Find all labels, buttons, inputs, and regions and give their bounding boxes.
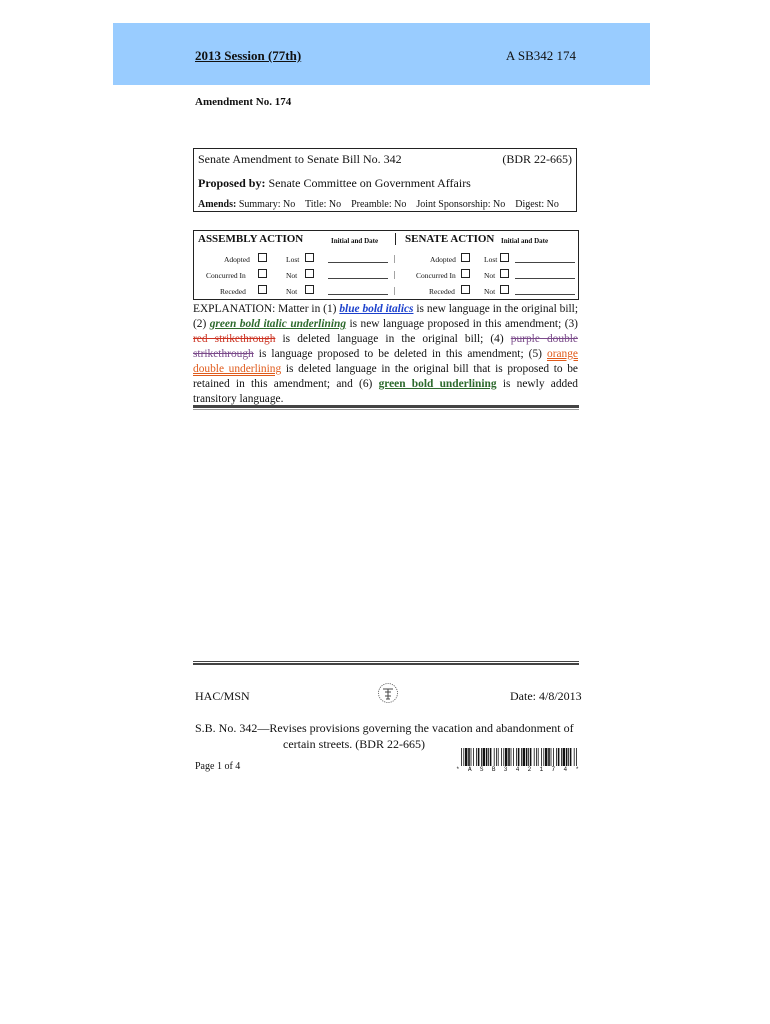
barcode-char: * <box>456 766 461 773</box>
barcode-char: 2 <box>527 766 533 773</box>
green-legend: green bold underlining <box>378 378 497 390</box>
assembly-not-checkbox[interactable] <box>305 285 314 294</box>
assembly-concurred-checkbox[interactable] <box>258 269 267 278</box>
barcode-char: 4 <box>563 766 569 773</box>
barcode-caption <box>456 766 580 773</box>
page-number: Page 1 of 4 <box>195 761 241 772</box>
column-divider: | <box>394 286 396 295</box>
purple-legend: purple double strikethrough <box>193 333 578 360</box>
divider-rule <box>193 409 579 410</box>
barcode-char: 3 <box>503 766 509 773</box>
action-table <box>193 230 579 300</box>
footer-rule <box>193 661 579 662</box>
red-legend: red strikethrough <box>193 333 276 345</box>
bill-info-box <box>193 148 577 212</box>
bdr-number: (BDR 22-665) <box>502 152 572 166</box>
bill-description-line-2: certain streets. (BDR 22-665) <box>283 737 425 751</box>
amendment-title: Senate Amendment to Senate Bill No. 342 <box>198 152 402 166</box>
amends-row: Amends: Summary: No Title: No Preamble: No Joint Sponsorship: No Digest: No <box>198 199 559 210</box>
senate-initial-line <box>515 294 575 295</box>
amendment-number: Amendment No. 174 <box>195 96 292 108</box>
assembly-not-label: Not <box>286 271 298 280</box>
bill-description-line-1: S.B. No. 342—Revises provisions governing the vacation and abandonment of <box>195 721 574 735</box>
senate-concurred-label: Concurred In <box>416 271 456 280</box>
senate-adopted-checkbox[interactable] <box>461 253 470 262</box>
senate-not-label: Not <box>484 271 496 280</box>
barcode-icon <box>461 748 577 766</box>
divider <box>395 233 396 245</box>
header-band <box>113 23 650 85</box>
assembly-initial-date-label: Initial and Date <box>331 237 379 245</box>
senate-action-title: SENATE ACTION <box>405 233 495 245</box>
senate-not-label: Not <box>484 287 496 296</box>
senate-concurred-checkbox[interactable] <box>461 269 470 278</box>
senate-not-checkbox[interactable] <box>500 285 509 294</box>
bill-reference: A SB342 174 <box>505 48 576 63</box>
assembly-lost-label: Lost <box>286 255 300 264</box>
proposed-by: Proposed by: Senate Committee on Government Affairs <box>198 176 471 190</box>
assembly-initial-line <box>328 278 388 279</box>
barcode-char: * <box>575 766 580 773</box>
assembly-initial-line <box>328 294 388 295</box>
assembly-lost-checkbox[interactable] <box>305 253 314 262</box>
orange-legend: orange double underlining <box>193 348 578 375</box>
assembly-not-label: Not <box>286 287 298 296</box>
explanation-paragraph: EXPLANATION: Matter in (1) blue bold italics is new language in the original bill; (2) green bold italic underlining is new language proposed in this amendment; (3) red strikethrough is deleted language in the original bill; (4) purple double strikethrough is language proposed to be deleted in this amendment; (5) orange double underlining is deleted language in the original bill that is proposed to be retained in this amendment; and (6) green bold underlining is newly added transitory language. <box>193 303 578 405</box>
barcode-char: B <box>491 766 497 773</box>
session-title: 2013 Session (77th) <box>195 48 302 63</box>
barcode-char: 1 <box>539 766 545 773</box>
assembly-action-title: ASSEMBLY ACTION <box>198 233 304 245</box>
column-divider: | <box>394 270 396 279</box>
assembly-receded-checkbox[interactable] <box>258 285 267 294</box>
barcode-char: 7 <box>551 766 557 773</box>
assembly-not-checkbox[interactable] <box>305 269 314 278</box>
footer-rule <box>193 663 579 665</box>
senate-initial-line <box>515 278 575 279</box>
barcode-char: A <box>467 766 473 773</box>
senate-lost-checkbox[interactable] <box>500 253 509 262</box>
assembly-adopted-checkbox[interactable] <box>258 253 267 262</box>
senate-initial-line <box>515 262 575 263</box>
senate-adopted-label: Adopted <box>430 255 456 264</box>
senate-not-checkbox[interactable] <box>500 269 509 278</box>
amendment-date: Date: 4/8/2013 <box>510 689 582 703</box>
blue-legend: blue bold italics <box>339 303 414 315</box>
column-divider: | <box>394 254 396 263</box>
divider-rule <box>193 405 579 408</box>
assembly-adopted-label: Adopted <box>224 255 250 264</box>
barcode-char: 4 <box>515 766 521 773</box>
state-seal-icon <box>376 681 400 705</box>
green-italic-legend: green bold italic underlining <box>209 318 347 330</box>
senate-lost-label: Lost <box>484 255 498 264</box>
senate-receded-checkbox[interactable] <box>461 285 470 294</box>
barcode-char: S <box>479 766 485 773</box>
author-initials: HAC/MSN <box>195 689 250 703</box>
assembly-receded-label: Receded <box>220 287 246 296</box>
senate-receded-label: Receded <box>429 287 455 296</box>
assembly-concurred-label: Concurred In <box>206 271 246 280</box>
senate-initial-date-label: Initial and Date <box>501 237 549 245</box>
assembly-initial-line <box>328 262 388 263</box>
